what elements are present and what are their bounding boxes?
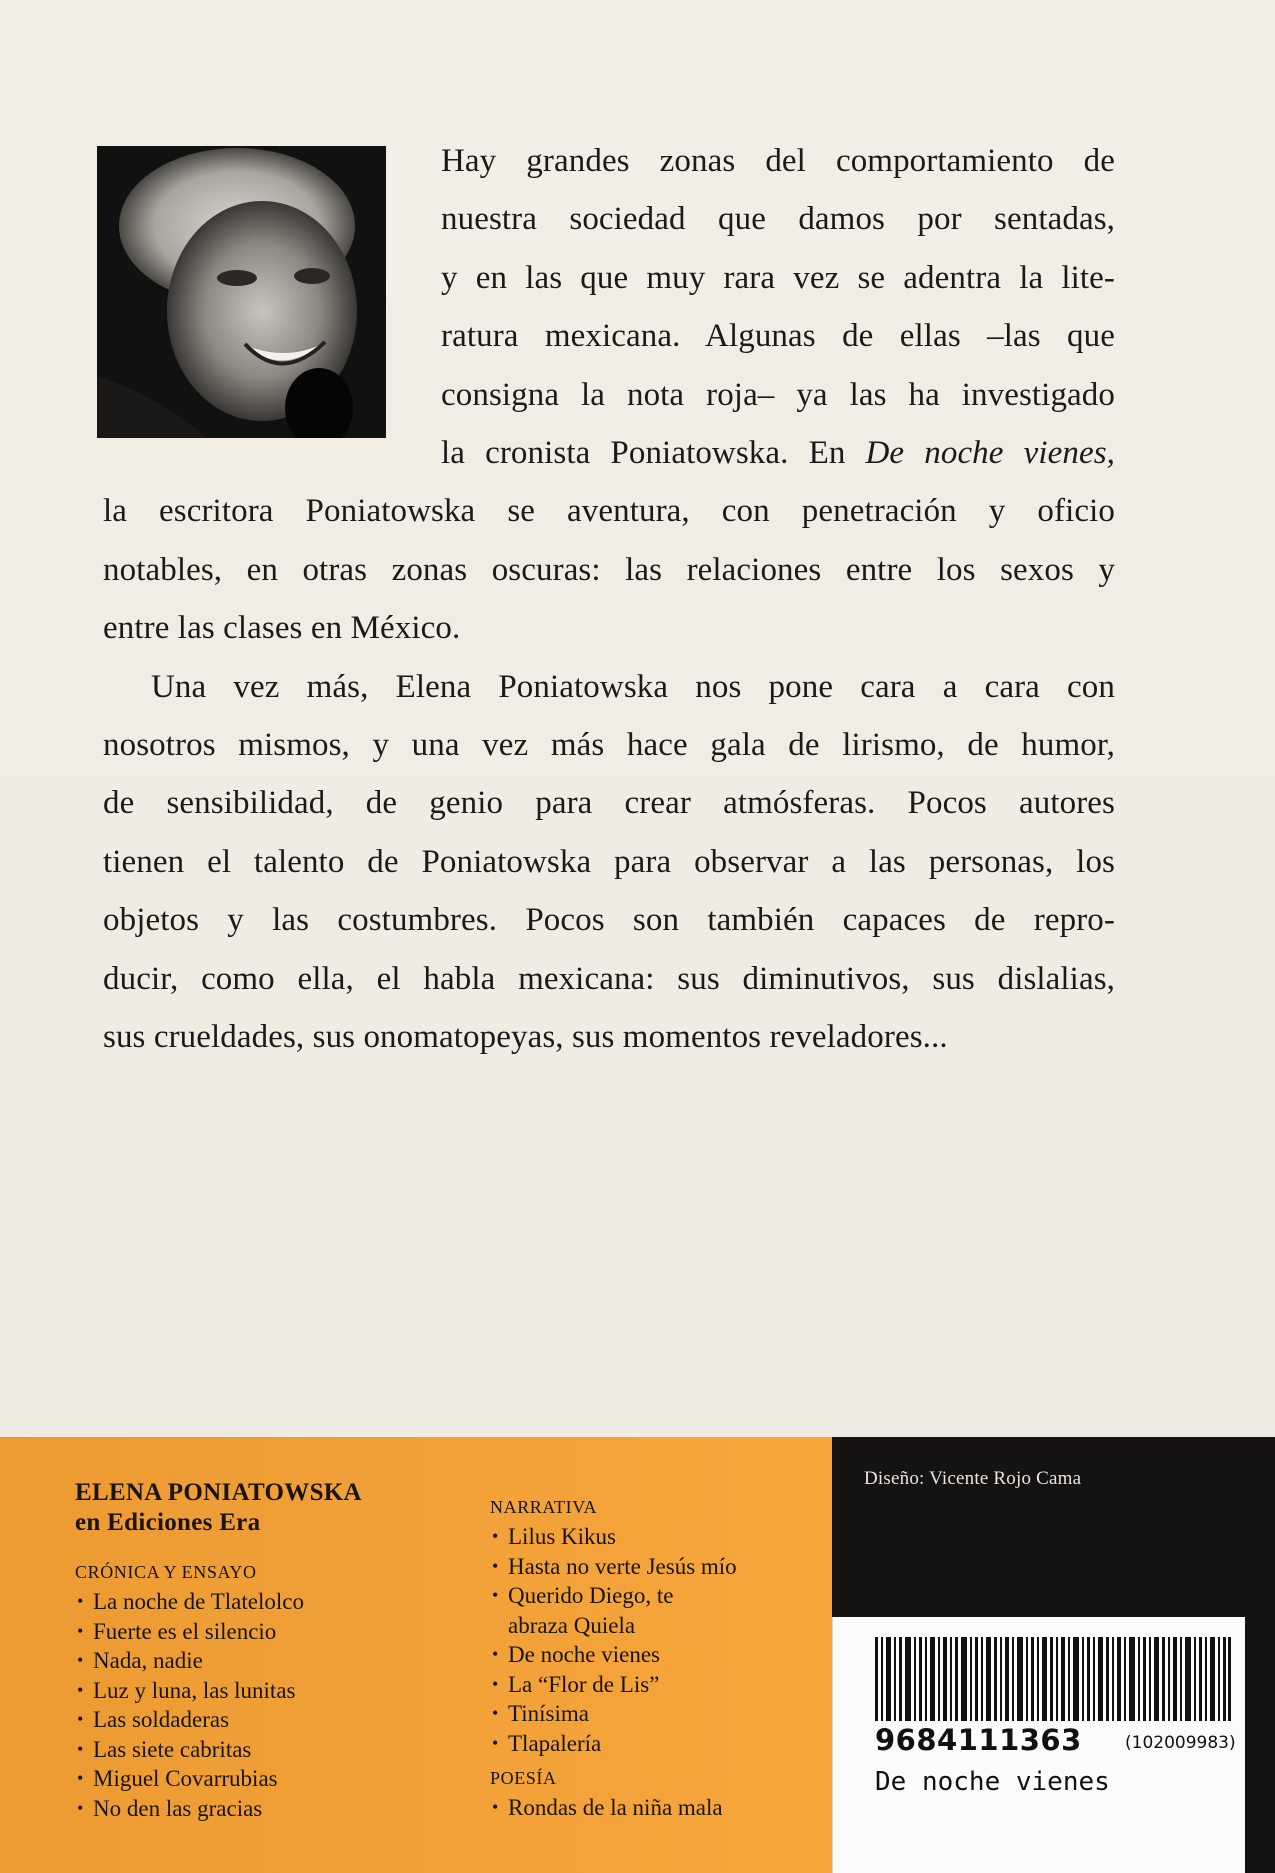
list-item: • Miguel Covarrubias [75,1764,475,1794]
list-item: • Las siete cabritas [75,1735,475,1765]
catalog-right-column [490,1497,830,1823]
barcode-sticker [832,1617,1245,1873]
blurb-line-text: la cronista Poniatowska. En [441,434,846,471]
list-item: • La noche de Tlatelolco [75,1587,475,1617]
narrativa-list [490,1522,830,1758]
blurb-upper-column [441,132,1115,482]
poesia-list [490,1793,830,1823]
blurb-line: sus crueldades, sus onomatopeyas, sus momentos reveladores... [103,1018,948,1055]
list-item-text: Querido Diego, te [508,1583,674,1608]
isbn-number: 9684111363 [875,1723,1082,1757]
catalog-author: ELENA PONIATOWSKA [75,1479,362,1506]
blurb-line: notables, en otras zonas oscuras: las relaciones entre los sexos y [103,551,1115,588]
blurb-full-width [103,482,1115,1066]
section-heading-poesia: POESÍA [490,1768,557,1788]
section-heading-narrativa: NARRATIVA [490,1497,598,1517]
blurb-line: entre las clases en México. [103,610,461,647]
list-item: • La “Flor de Lis” [490,1670,830,1700]
list-item: • Nada, nadie [75,1646,475,1676]
blurb-line: ratura mexicana. Algunas de ellas –las que [441,318,1115,355]
blurb-line: consigna la nota roja– ya las ha investigado [441,376,1115,413]
blurb-line [441,424,1115,482]
list-item: • Rondas de la niña mala [490,1793,830,1823]
blurb-line: objetos y las costumbres. Pocos son también capaces de repro- [103,902,1115,939]
blurb-line: tienen el talento de Poniatowska para observar a las personas, los [103,843,1115,880]
blurb-line: nuestra sociedad que damos por sentadas, [441,201,1115,238]
catalog-publisher: en Ediciones Era [75,1509,261,1536]
list-item: • Hasta no verte Jesús mío [490,1552,830,1582]
list-item-continuation: abraza Quiela [508,1612,636,1638]
list-item: • Lilus Kikus [490,1522,830,1552]
blurb-line: Una vez más, Elena Poniatowska nos pone cara a cara con [151,668,1115,705]
inventory-code: (102009983) [1125,1733,1236,1753]
section-heading-cronica: CRÓNICA Y ENSAYO [75,1562,257,1582]
barcode-icon [875,1637,1231,1721]
list-item: • Tinísima [490,1699,830,1729]
list-item: • Las soldaderas [75,1705,475,1735]
blurb-line: de sensibilidad, de genio para crear atmósferas. Pocos autores [103,785,1115,822]
blurb-line: la escritora Poniatowska se aventura, con penetración y oficio [103,493,1115,530]
list-item: • Tlapalería [490,1729,830,1759]
list-item: • Fuerte es el silencio [75,1617,475,1647]
blurb-line: y en las que muy rara vez se adentra la lite- [441,259,1115,296]
blurb-line: Hay grandes zonas del comportamiento de [441,143,1115,179]
blurb-line: nosotros mismos, y una vez más hace gala de lirismo, de humor, [103,726,1115,763]
cronica-list [75,1587,475,1823]
list-item [490,1581,830,1640]
list-item: • De noche vienes [490,1640,830,1670]
catalog-left-column [75,1478,475,1823]
author-photo [97,146,386,438]
book-title-italic: De noche vienes, [865,434,1115,471]
list-item: • No den las gracias [75,1794,475,1824]
list-item: • Luz y luna, las lunitas [75,1676,475,1706]
blurb-line: ducir, como ella, el habla mexicana: sus diminutivos, sus dislalias, [103,960,1115,997]
sticker-title: De noche vienes [875,1767,1110,1797]
designer-credit: Diseño: Vicente Rojo Cama [864,1468,1082,1489]
